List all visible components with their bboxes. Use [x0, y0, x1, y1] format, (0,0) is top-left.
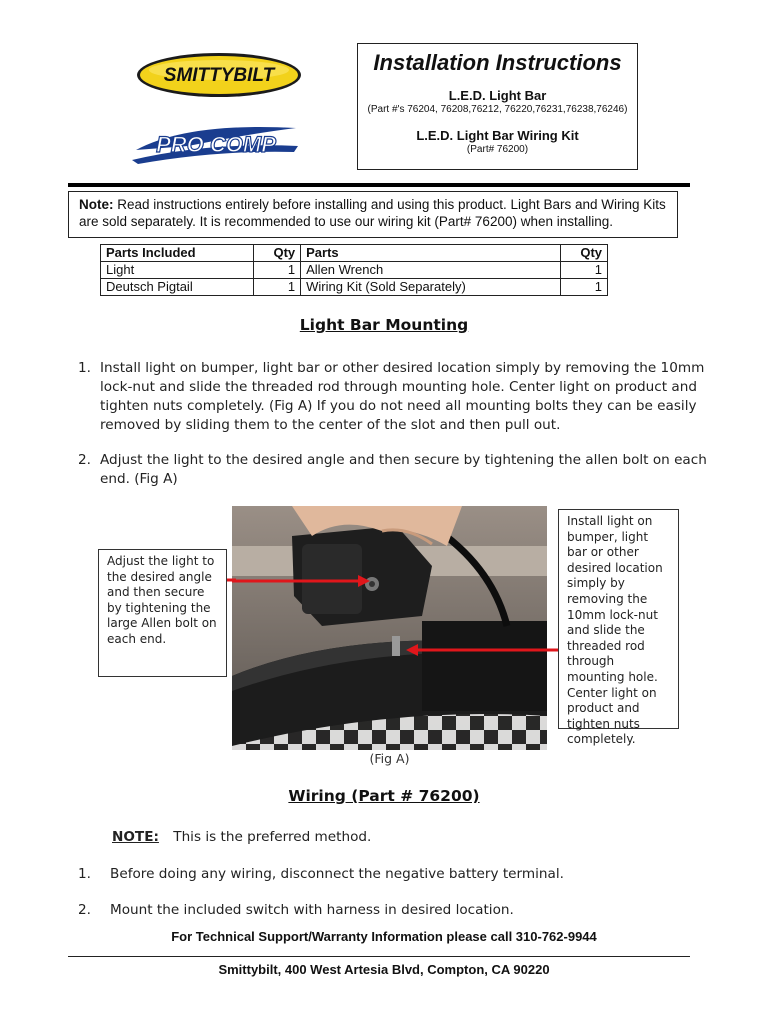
smittybilt-logo — [136, 52, 302, 98]
divider — [68, 183, 690, 187]
note-label: Note: — [79, 197, 114, 212]
parts-table — [100, 244, 608, 296]
table-header: Parts — [301, 245, 561, 262]
wiring-note-label: NOTE: — [112, 829, 159, 845]
procomp-logo — [128, 120, 302, 166]
kit-name: L.E.D. Light Bar Wiring Kit — [416, 128, 579, 143]
step-number: 1. — [78, 360, 91, 376]
wiring-step-2 — [78, 901, 514, 920]
smittybilt-wordmark: SMITTYBILT — [163, 65, 275, 86]
wiring-heading: Wiring (Part # 76200) — [288, 787, 480, 805]
table-header: Qty — [254, 245, 301, 262]
note-text: Read instructions entirely before installing and using this product. Light Bars and Wiring Kits are sold separately. It is recommended to use our wiring kit (Part# 76200) when installing. — [79, 197, 666, 229]
table-cell: Deutsch Pigtail — [101, 279, 254, 296]
arrow-right-connector — [546, 644, 558, 656]
table-row — [101, 279, 608, 296]
note-box — [68, 191, 678, 238]
table-cell: Allen Wrench — [301, 262, 561, 279]
product-part-numbers: (Part #'s 76204, 76208,76212, 76220,76231,76238,76246) — [367, 104, 628, 115]
wiring-note — [112, 828, 371, 847]
step-number: 2. — [78, 902, 91, 918]
wiring-step-1 — [78, 865, 564, 884]
kit-part-number: (Part# 76200) — [466, 144, 529, 155]
table-cell: 1 — [561, 279, 608, 296]
step-text: Before doing any wiring, disconnect the negative battery terminal. — [110, 866, 564, 882]
mounting-step-2 — [78, 451, 723, 489]
title-box — [357, 43, 638, 170]
procomp-wordmark: PRO COMP — [156, 132, 276, 157]
arrow-left-connector — [226, 574, 236, 586]
callout-left: Adjust the light to the desired angle and then secure by tightening the large Allen bolt on each end. — [98, 549, 227, 677]
step-number: 1. — [78, 866, 91, 882]
table-row — [101, 262, 608, 279]
mounting-step-1 — [78, 359, 723, 435]
callout-right: Install light on bumper, light bar or other desired location simply by removing the 10mm lock-nut and slide the threaded rod through mounting hole. Center light on product and tighten nuts completely. — [558, 509, 679, 729]
product-name: L.E.D. Light Bar — [448, 88, 547, 103]
table-cell: 1 — [254, 279, 301, 296]
footer-divider — [68, 956, 690, 957]
wiring-note-text: This is the preferred method. — [173, 829, 372, 845]
step-text: Install light on bumper, light bar or other desired location simply by removing the 10mm lock-nut and slide the threaded rod through mounting hole. Center light on product and tighten nuts completely. (Fig A) If you do not need all mounting bolts they can be easily removed by sliding them to the center of the slot and then pull out. — [100, 360, 705, 433]
table-cell: Light — [101, 262, 254, 279]
table-header: Qty — [561, 245, 608, 262]
step-number: 2. — [78, 452, 91, 468]
step-text: Adjust the light to the desired angle and then secure by tightening the allen bolt on each end. (Fig A) — [100, 452, 707, 487]
fig-a-photo — [232, 506, 547, 750]
table-header-row — [101, 245, 608, 262]
page-title: Installation Instructions — [373, 50, 622, 75]
table-cell: 1 — [254, 262, 301, 279]
step-text: Mount the included switch with harness in desired location. — [110, 902, 514, 918]
table-cell: Wiring Kit (Sold Separately) — [301, 279, 561, 296]
company-address: Smittybilt, 400 West Artesia Blvd, Compton, CA 90220 — [218, 962, 550, 977]
mounting-heading: Light Bar Mounting — [299, 316, 469, 334]
table-header: Parts Included — [101, 245, 254, 262]
table-cell: 1 — [561, 262, 608, 279]
support-line: For Technical Support/Warranty Information please call 310-762-9944 — [171, 929, 597, 944]
figure-caption: (Fig A) — [369, 751, 410, 766]
